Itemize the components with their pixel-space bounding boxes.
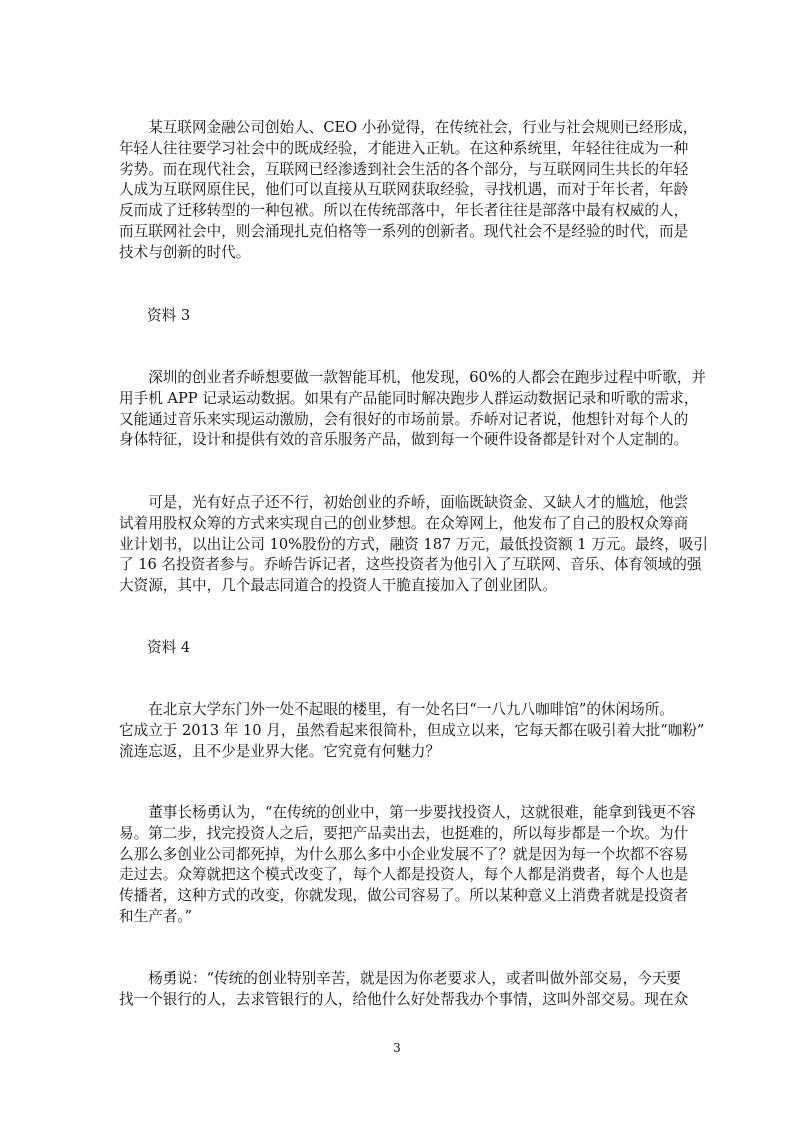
text-line: 而互联网社会中，则会涌现扎克伯格等一系列的创新者。现代社会不是经验的时代，而是 <box>119 222 689 240</box>
text-line: 试着用股权众筹的方式来实现自己的创业梦想。在众筹网上，他发布了自己的股权众筹商 <box>119 514 689 532</box>
text-line: 传播者，这种方式的改变，你就发现，做公司容易了。所以某种意义上消费者就是投资者 <box>119 887 689 905</box>
paragraph-1 <box>119 118 698 264</box>
page-number: 3 <box>393 1041 401 1055</box>
paragraph-5 <box>119 803 696 928</box>
text-line: 人成为互联网原住民，他们可以直接从互联网获取经验，寻找机遇，而对于年长者，年龄 <box>119 181 689 199</box>
text-line: 董事长杨勇认为，“在传统的创业中，第一步要找投资人，这就很难，能拿到钱更不容 <box>119 804 696 821</box>
text-line: 业计划书，以出让公司 10%股份的方式，融资 187 万元，最低投资额 1 万元。最终，吸引 <box>119 535 708 553</box>
text-line: 某互联网金融公司创始人、CEO 小孙觉得，在传统社会，行业与社会规则已经形成， <box>119 119 698 136</box>
text-line: 可是，光有好点子还不行，初始创业的乔峤，面临既缺资金、又缺人才的尴尬，他尝 <box>119 494 689 511</box>
text-line: 又能通过音乐来实现运动激励，会有很好的市场前景。乔峤对记者说，他想针对每个人的 <box>119 410 689 428</box>
text-line: 走过去。众筹就把这个模式改变了，每个人都是投资人，每个人都是消费者，每个人也是 <box>119 866 689 884</box>
text-line: 用手机 APP 记录运动数据。如果有产品能同时解决跑步人群运动数据记录和听歌的需求， <box>119 389 699 407</box>
text-line: 易。第二步，找完投资人之后，要把产品卖出去，也挺难的，所以每步都是一个坎。为什 <box>119 824 689 842</box>
text-line: 它成立于 2013 年 10 月，虽然看起来很简朴，但成立以来，它每天都在吸引着大批“咖粉” <box>119 721 705 739</box>
text-line: 了 16 名投资者参与。乔峤告诉记者，这些投资者为他引入了互联网、音乐、体育领域的强 <box>119 556 702 574</box>
paragraph-6 <box>119 969 689 1011</box>
text-line: 大资源，其中，几个最志同道合的投资人干脆直接加入了创业团队。 <box>119 577 557 595</box>
paragraph-3 <box>119 493 708 597</box>
text-line: 流连忘返，且不少是业界大佬。它究竟有何魅力？ <box>119 742 441 760</box>
paragraph-4 <box>119 700 705 762</box>
text-line: 找一个银行的人，去求管银行的人，给他什么好处帮我办个事情，这叫外部交易。现在众 <box>119 990 689 1008</box>
text-line: 在北京大学东门外一处不起眼的楼里，有一处名曰“一八九八咖啡馆”的休闲场所。 <box>119 701 674 718</box>
text-line: 深圳的创业者乔峤想要做一款智能耳机，他发现，60%的人都会在跑步过程中听歌，并 <box>119 369 707 386</box>
text-line: 身体特征，设计和提供有效的音乐服务产品，做到每一个硬件设备都是针对个人定制的。 <box>119 431 689 449</box>
text-line: 么那么多创业公司都死掉，为什么那么多中小企业发展不了？就是因为每一个坎都不容易 <box>119 845 689 863</box>
paragraph-2 <box>119 368 707 451</box>
text-line: 和生产者。” <box>119 907 193 925</box>
section-heading-4: 资料 4 <box>147 639 191 656</box>
text-line: 年轻人往往要学习社会中的既成经验，才能进入正轨。在这种系统里，年轻往往成为一种 <box>119 139 689 157</box>
text-line: 杨勇说：“传统的创业特别辛苦，就是因为你老要求人，或者叫做外部交易，今天要 <box>119 970 682 987</box>
section-heading-3: 资料 3 <box>147 307 191 324</box>
text-line: 反而成了迁移转型的一种包袱。所以在传统部落中，年长者往往是部落中最有权威的人， <box>119 202 689 220</box>
text-line: 劣势。而在现代社会，互联网已经渗透到社会生活的各个部分，与互联网同生共长的年轻 <box>119 160 689 178</box>
text-line: 技术与创新的时代。 <box>119 243 251 261</box>
